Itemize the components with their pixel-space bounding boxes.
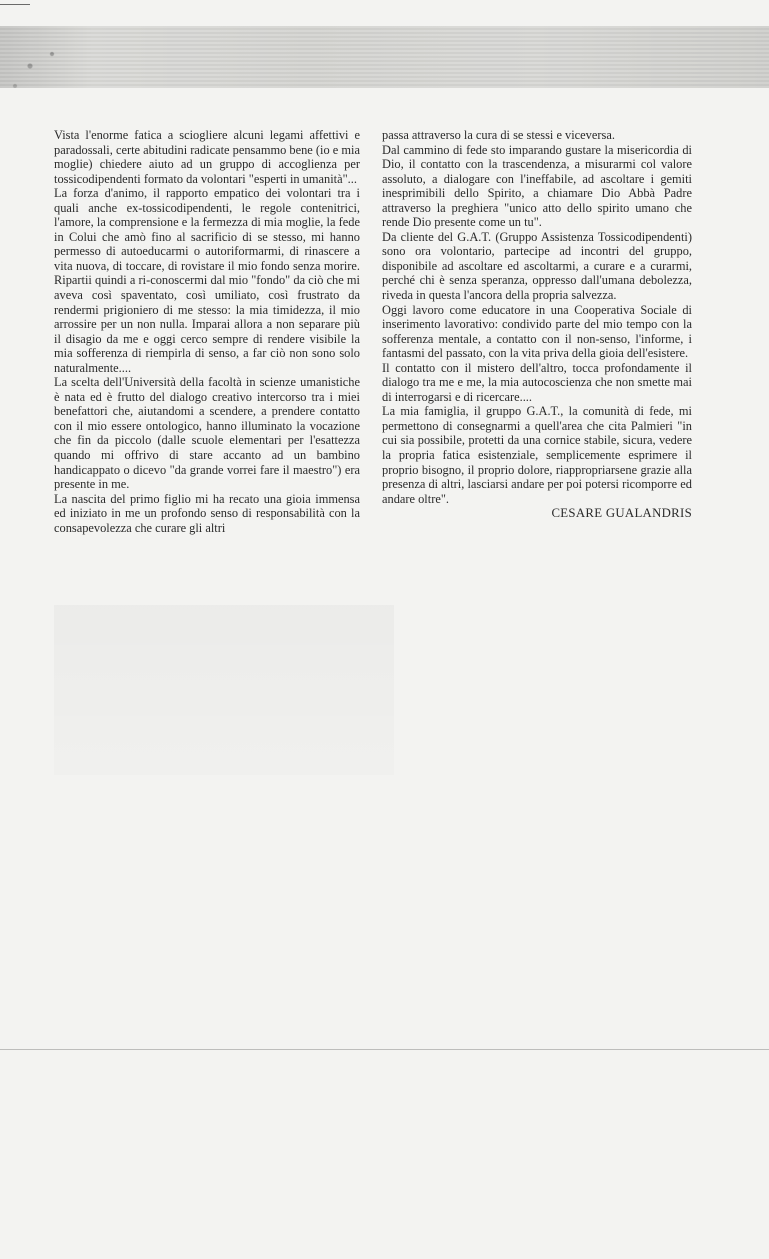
paragraph-3: La scelta dell'Università della facoltà in scienze umanistiche è nata ed è frutto del dialogo creativo intercorso tra i miei benefattori che, aiutandomi a scendere, a prendere contatto con il mio essere ontologico, hanno illuminato la vocazione che fin da piccolo (dalle scuole elementari per l'esattezza quando mi offrivo di stare accanto ad un bambino handicappato o dicevo "da grande vorrei fare il maestro") era presente in me. [54,375,360,492]
author-signature: CESARE GUALANDRIS [551,506,692,521]
paragraph-6: Dal cammino di fede sto imparando gustare la misericordia di Dio, il contatto con la trascendenza, a misurarmi col valore assoluto, a dialogare con l'ineffabile, ad ascoltare i gemiti inesprimibili dello Spirito, a chiamare Dio Abbà Padre attraverso la preghiera "unico atto dello spirito umano che rende Dio presente come un tu". [382,142,692,230]
paragraph-10: La mia famiglia, il gruppo G.A.T., la comunità di fede, mi permettono di consegnarmi a quell'area che cita Palmieri "in cui sia possibile, protetti da una cornice stabile, sicura, vedere la propria fatica esistenziale, semplicemente esprimere il proprio bisogno, il proprio dolore, riappropriarsene grazie alla presenza di altri, lasciarsi andare per poi potersi ricomporre ed andare oltre". [382,404,692,506]
paragraph-7: Da cliente del G.A.T. (Gruppo Assistenza Tossicodipendenti) sono ora volontario, partecipe ad incontri del gruppo, disponibile ad ascoltare ed ascoltarmi, a curare e a curarmi, perché chi è senza speranza, oppresso dall'umana debolezza, riveda in questa l'ancora della propria salvezza. [382,229,692,303]
scan-corner-mark [0,4,30,5]
page-fold-line [0,1049,769,1050]
paragraph-2: La forza d'animo, il rapporto empatico dei volontari tra i quali anche ex-tossicodipendenti, le regole contenitrici, l'amore, la comprensione e la fermezza di mia moglie, la fede in Colui che amò fino al sacrificio di se stesso, mi hanno permesso di autoeducarmi o autoriformarmi, di rinascere a vita nuova, di toccare, di rovistare il mio fondo senza morire. Ripartii quindi a ri-conoscermi dal mio "fondo" da ciò che mi aveva così spaventato, così umiliato, così frustrato da rendermi prigioniero di me stesso: la mia timidezza, il mio arrossire per un non nulla. Imparai allora a non separare più il disagio da me e oggi cerco sempre di rendere visibile la mia sofferenza di riempirla di senso, a far ciò non sono solo naturalmente.... [54,186,360,375]
paragraph-8: Oggi lavoro come educatore in una Cooperativa Sociale di inserimento lavorativo: condivido parte del mio tempo con la sofferenza mentale, a contatto con il non-senso, l'informe, i fantasmi del passato, con la vita priva della gioia dell'esistere. [382,302,692,361]
paragraph-9: Il contatto con il mistero dell'altro, tocca profondamente il dialogo tra me e me, la mia autocoscienza che non smette mai di interrogarsi e di ricercare.... [382,360,692,404]
paragraph-1: Vista l'enorme fatica a sciogliere alcuni legami affettivi e paradossali, certe abitudini radicate pensammo bene (io e mia moglie) chiedere aiuto ad un gruppo di accoglienza per tossicodipendenti formato da volontari "esperti in umanità"... [54,128,360,186]
paragraph-4: La nascita del primo figlio mi ha recato una gioia immensa ed iniziato in me un profondo senso di responsabilità con la consapevolezza che curare gli altri [54,491,360,535]
article-right-column [382,128,692,521]
scanned-header-band [0,26,769,88]
paragraph-5: passa attraverso la cura di se stessi e viceversa. [382,128,615,142]
faded-bleedthrough-area [54,605,394,775]
article-left-column [54,128,360,535]
